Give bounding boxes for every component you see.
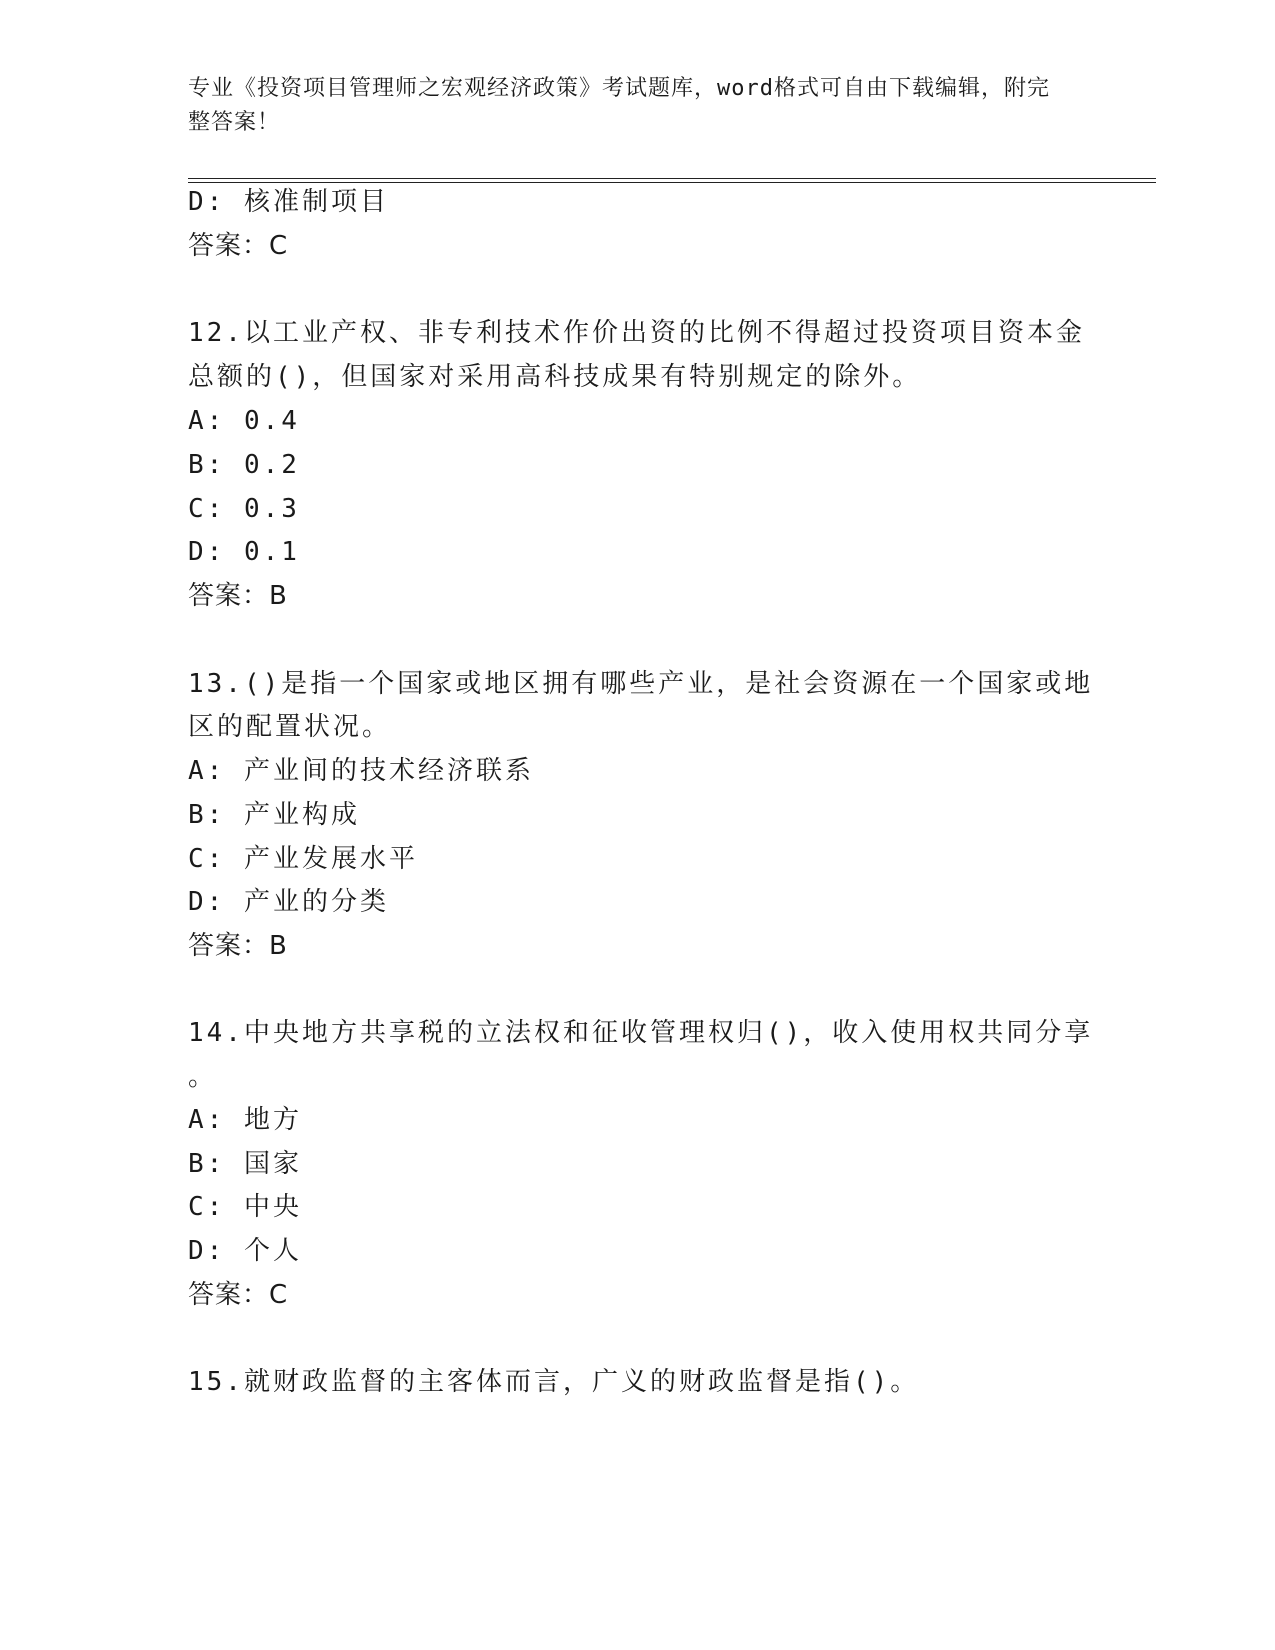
question-14-option-b: B: 国家	[188, 1149, 302, 1179]
question-12-option-d: D: 0.1	[188, 537, 300, 567]
question-13-stem-line1: 13.()是指一个国家或地区拥有哪些产业，是社会资源在一个国家或地	[188, 669, 1094, 699]
question-13-option-b: B: 产业构成	[188, 800, 360, 830]
question-14-stem-line1: 14.中央地方共享税的立法权和征收管理权归()，收入使用权共同分享	[188, 1018, 1094, 1048]
document-header: 专业《投资项目管理师之宏观经济政策》考试题库，word格式可自由下载编辑，附完整答案！	[188, 76, 1050, 135]
question-12-option-b: B: 0.2	[188, 450, 300, 480]
question-12-stem-line2: 总额的()，但国家对采用高科技成果有特别规定的除外。	[188, 362, 922, 392]
header-divider	[188, 178, 1156, 183]
question-15-stem-line1: 15.就财政监督的主客体而言，广义的财政监督是指()。	[188, 1367, 920, 1397]
question-14-option-c: C: 中央	[188, 1192, 302, 1222]
prev-option-d: D: 核准制项目	[188, 187, 389, 217]
question-12-option-a: A: 0.4	[188, 406, 300, 436]
question-14-option-d: D: 个人	[188, 1236, 302, 1266]
question-12-option-c: C: 0.3	[188, 494, 300, 524]
question-14-stem-line2: 。	[188, 1062, 218, 1092]
question-14-option-a: A: 地方	[188, 1105, 302, 1135]
question-13-answer: 答案：B	[188, 931, 288, 961]
question-14-answer: 答案：C	[188, 1280, 289, 1310]
question-12-answer: 答案：B	[188, 581, 288, 611]
question-13-option-c: C: 产业发展水平	[188, 844, 418, 874]
question-13-stem-line2: 区的配置状况。	[188, 712, 392, 742]
question-13-option-d: D: 产业的分类	[188, 887, 389, 917]
question-12-stem-line1: 12.以工业产权、非专利技术作价出资的比例不得超过投资项目资本金	[188, 318, 1085, 348]
prev-answer: 答案：C	[188, 231, 289, 261]
question-13-option-a: A: 产业间的技术经济联系	[188, 756, 534, 786]
